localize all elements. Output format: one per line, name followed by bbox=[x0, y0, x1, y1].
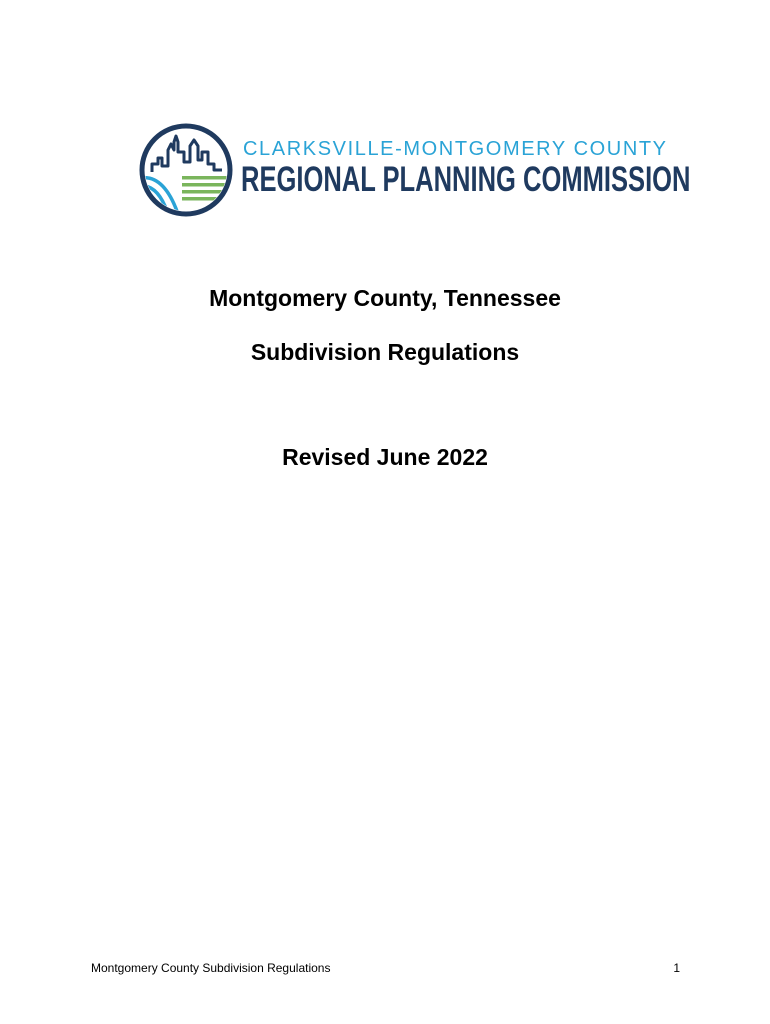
logo-line-county: CLARKSVILLE-MONTGOMERY COUNTY bbox=[243, 138, 668, 160]
document-title: Montgomery County, Tennessee bbox=[209, 285, 561, 311]
logo-line-commission: REGIONAL PLANNING COMMISSION bbox=[241, 160, 691, 199]
footer-document-name: Montgomery County Subdivision Regulations bbox=[91, 961, 331, 975]
revision-date: Revised June 2022 bbox=[282, 444, 488, 470]
organization-logo bbox=[138, 122, 691, 220]
city-skyline-emblem-icon bbox=[138, 122, 234, 218]
page-number: 1 bbox=[673, 961, 680, 975]
document-subtitle: Subdivision Regulations bbox=[250, 339, 520, 365]
